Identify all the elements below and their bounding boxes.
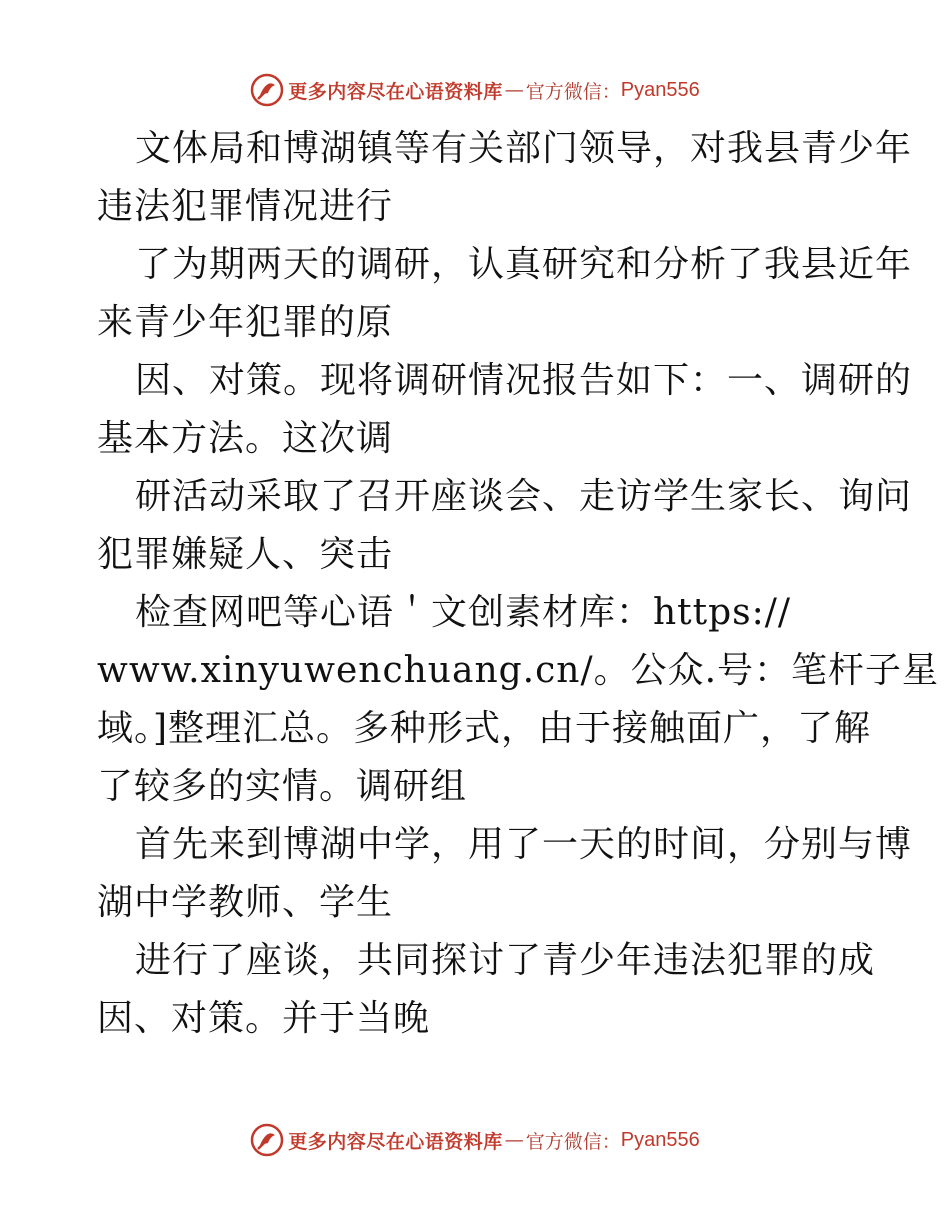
text-line: 因、对策。并于当晚 xyxy=(97,998,431,1039)
text-line: 首先来到博湖中学，用了一天的时间，分别与博 xyxy=(135,824,913,865)
text-line: 因、对策。现将调研情况报告如下：一、调研的 xyxy=(135,360,913,401)
logo-icon xyxy=(250,1123,284,1157)
footer-banner-dash: — xyxy=(504,1129,524,1151)
header-banner xyxy=(0,70,950,110)
text-line: 检查网吧等心语＇文创素材库：https:// xyxy=(135,592,792,633)
text-line: 湖中学教师、学生 xyxy=(97,882,394,923)
text-line: www.xinyuwenchuang.cn/。公众.号：笔杆子星 xyxy=(97,650,940,691)
text-line: 了为期两天的调研，认真研究和分析了我县近年 xyxy=(135,244,913,285)
text-line: 文体局和博湖镇等有关部门领导，对我县青少年 xyxy=(135,128,913,169)
footer-banner-main: 更多内容尽在心语资料库 xyxy=(288,1130,503,1153)
text-line: 进行了座谈，共同探讨了青少年违法犯罪的成 xyxy=(135,940,876,981)
footer-banner-sub: 官方微信： xyxy=(525,1130,621,1153)
header-banner-dash: — xyxy=(504,79,524,101)
text-line: 了较多的实情。调研组 xyxy=(97,766,468,807)
text-line: 来青少年犯罪的原 xyxy=(97,302,394,343)
text-line: 研活动采取了召开座谈会、走访学生家长、询问 xyxy=(135,476,913,517)
footer-banner-wechat: Pyan556 xyxy=(620,1128,700,1151)
header-banner-wechat: Pyan556 xyxy=(620,78,700,101)
footer-banner xyxy=(0,1120,950,1160)
logo-icon xyxy=(250,73,284,107)
text-line: 犯罪嫌疑人、突击 xyxy=(97,534,394,575)
text-line: 违法犯罪情况进行 xyxy=(97,186,394,227)
text-line: 域。]整理汇总。多种形式，由于接触面广，了解 xyxy=(97,708,872,749)
document-body xyxy=(97,120,940,1048)
header-banner-main: 更多内容尽在心语资料库 xyxy=(288,80,503,103)
header-banner-sub: 官方微信： xyxy=(525,80,621,103)
text-line: 基本方法。这次调 xyxy=(97,418,394,459)
